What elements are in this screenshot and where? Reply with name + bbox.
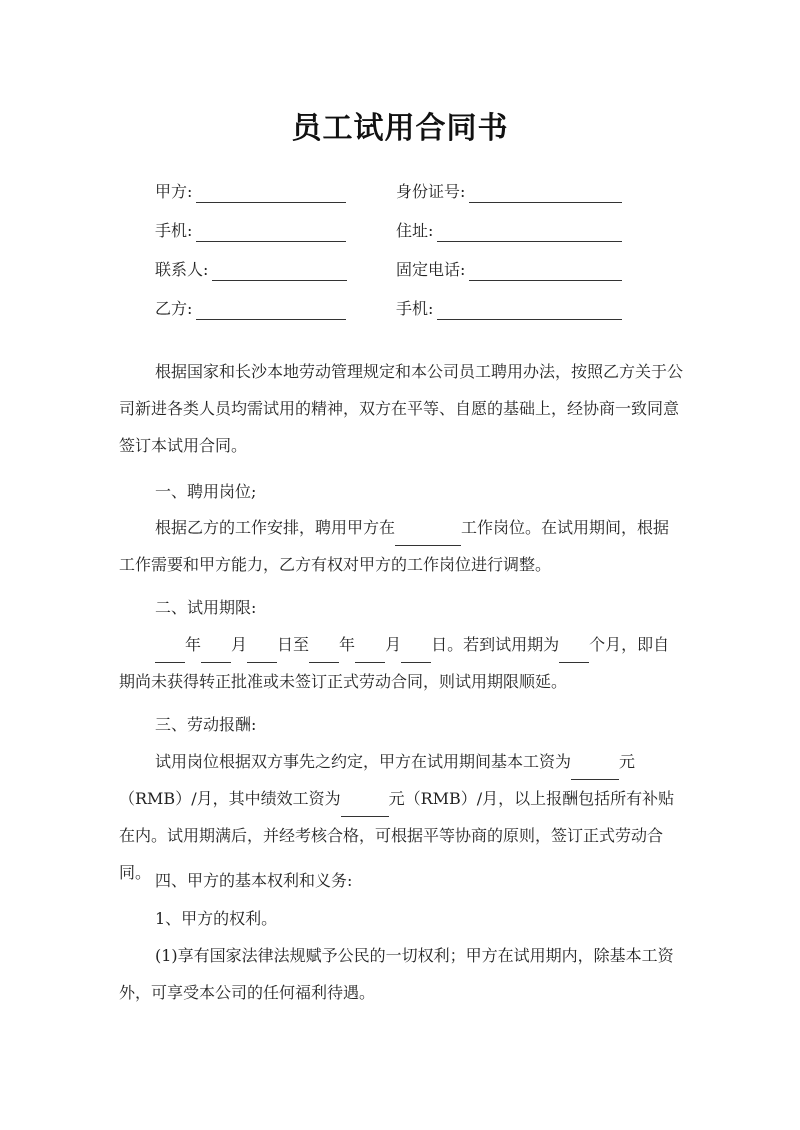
party-b-field <box>155 298 346 320</box>
contact-label: 联系人: <box>155 260 209 279</box>
party-a-blank[interactable] <box>196 184 346 203</box>
mobile-a-blank[interactable] <box>196 223 346 242</box>
performance-salary-blank[interactable] <box>341 796 389 817</box>
mobile-b-label: 手机: <box>396 299 434 318</box>
start-month-blank[interactable] <box>201 642 231 663</box>
section-3-text-c: 元（RMB）/月，以上报酬包括所有补贴在内。试用期满后，并经考核合格，可根据平等协商的原则，签订正式劳动合同。 <box>119 789 675 882</box>
end-month-blank[interactable] <box>355 642 385 663</box>
contact-blank[interactable] <box>212 262 347 281</box>
section-4-item-1: (1)享有国家法律法规赋予公民的一切权利；甲方在试用期内，除基本工资外，可享受本公司的任何福利待遇。 <box>119 946 674 1002</box>
address-label: 住址: <box>396 221 434 240</box>
section-3-text-b: 元（RMB）/月，其中绩效工资为 <box>119 752 636 808</box>
document-title: 员工试用合同书 <box>291 111 509 146</box>
id-number-blank[interactable] <box>469 184 622 203</box>
section-3-heading: 三、劳动报酬: <box>155 715 257 734</box>
start-year-label: 年 <box>185 635 202 654</box>
mobile-a-label: 手机: <box>155 221 193 240</box>
party-a-label: 甲方: <box>155 182 193 201</box>
id-number-label: 身份证号: <box>396 182 466 201</box>
start-month-label: 月 <box>231 635 248 654</box>
landline-blank[interactable] <box>469 262 622 281</box>
section-2-paragraph <box>119 626 683 700</box>
party-b-blank[interactable] <box>196 301 346 320</box>
mobile-b-blank[interactable] <box>437 301 622 320</box>
address-blank[interactable] <box>437 223 622 242</box>
id-number-field <box>396 181 622 203</box>
section-4-subheading: 1、甲方的权利。 <box>155 909 278 928</box>
position-blank[interactable] <box>395 525 461 546</box>
contact-field <box>155 259 347 281</box>
end-year-label: 年 <box>339 635 356 654</box>
section-1-paragraph <box>119 509 683 583</box>
section-1-heading: 一、聘用岗位; <box>155 482 257 501</box>
landline-field <box>396 259 622 281</box>
section-2-heading: 二、试用期限: <box>155 598 257 617</box>
section-1-text-a: 根据乙方的工作安排，聘用甲方在 <box>155 518 396 537</box>
section-4-heading: 四、甲方的基本权利和义务: <box>155 871 353 890</box>
end-day-blank[interactable] <box>401 642 431 663</box>
address-field <box>396 220 622 242</box>
party-b-label: 乙方: <box>155 299 193 318</box>
end-day-label: 日。若到试用期为 <box>431 635 560 654</box>
months-text: 个月，即自期尚未获得转正批准或未签订正式劳动合同，则试用期限顺延。 <box>119 635 670 691</box>
start-day-label: 日至 <box>277 635 310 654</box>
party-a-field <box>155 181 346 203</box>
landline-label: 固定电话: <box>396 260 466 279</box>
section-3-text-a: 试用岗位根据双方事先之约定，甲方在试用期间基本工资为 <box>155 752 572 771</box>
months-blank[interactable] <box>559 642 589 663</box>
mobile-a-field <box>155 220 346 242</box>
section-3-paragraph <box>119 743 683 891</box>
start-day-blank[interactable] <box>247 642 277 663</box>
section-1-text-b: 工作岗位。在试用期间，根据工作需要和甲方能力，乙方有权对甲方的工作岗位进行调整。 <box>119 518 670 574</box>
end-month-label: 月 <box>385 635 402 654</box>
intro-paragraph: 根据国家和长沙本地劳动管理规定和本公司员工聘用办法，按照乙方关于公司新进各类人员均需试用的精神，双方在平等、自愿的基础上，经协商一致同意签订本试用合同。 <box>119 362 684 455</box>
mobile-b-field <box>396 298 622 320</box>
base-salary-blank[interactable] <box>571 759 619 780</box>
start-year-blank[interactable] <box>155 642 185 663</box>
end-year-blank[interactable] <box>309 642 339 663</box>
